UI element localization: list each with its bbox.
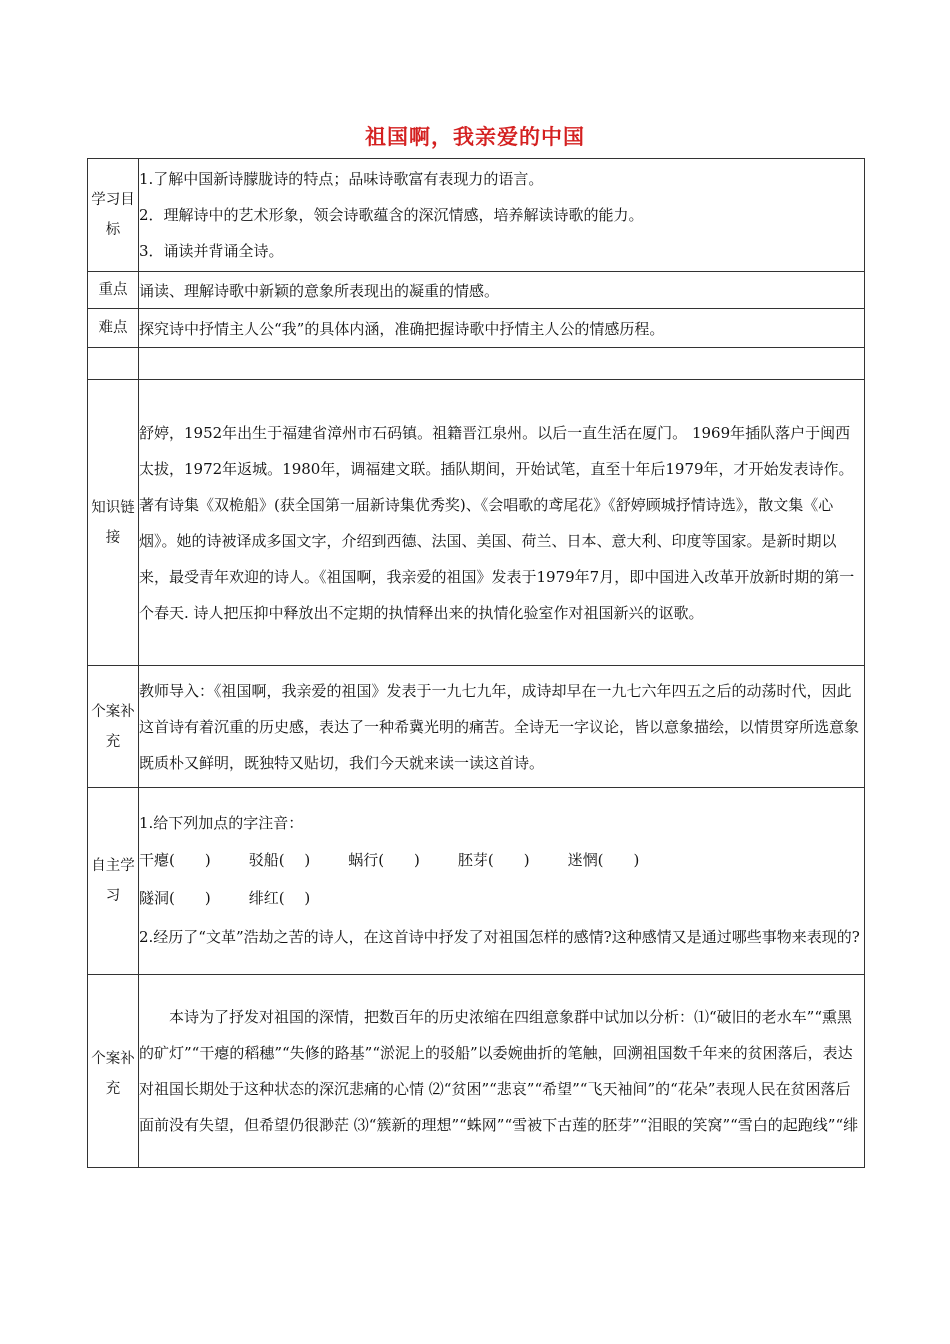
- pinyin-word: 绯红( ): [248, 889, 311, 907]
- goal-item-2: 2．理解诗中的艺术形象，领会诗歌蕴含的深沉情感，培养解读诗歌的能力。: [139, 206, 644, 224]
- knowledge-link-cell: [139, 380, 865, 666]
- pinyin-word: 驳船( ): [248, 851, 311, 869]
- lesson-table: [87, 158, 865, 1168]
- pinyin-word: 干瘪( ): [139, 851, 211, 869]
- self-study-question-2: 2.经历了“文革”浩劫之苦的诗人，在这首诗中抒发了对祖国怎样的感情?这种感情又是通过哪些事物来表现的?: [139, 928, 860, 946]
- row-label-knowledge-link: 知识链接: [88, 380, 139, 666]
- table-row-case-supplement-2: [88, 975, 865, 1168]
- row-label-key-points: 重点: [88, 272, 139, 309]
- table-row-empty: [88, 348, 865, 380]
- goal-item-1: 1.了解中国新诗朦胧诗的特点；品味诗歌富有表现力的语言。: [139, 170, 544, 188]
- empty-label-cell: [88, 348, 139, 380]
- row-label-self-study: 自主学习: [88, 788, 139, 975]
- row-label-difficulties: 难点: [88, 309, 139, 348]
- page-title: 祖国啊，我亲爱的中国: [365, 125, 585, 149]
- pinyin-word: 胚芽( ): [457, 851, 530, 869]
- pinyin-words-line-2: [139, 879, 864, 917]
- table-row-key-points: [88, 272, 865, 309]
- self-study-cell: [139, 788, 865, 975]
- pinyin-word: 隧洞( ): [139, 889, 211, 907]
- self-study-question-1: 1.给下列加点的字注音：: [139, 814, 304, 832]
- goal-item-3: 3．诵读并背诵全诗。: [139, 242, 284, 260]
- table-row-difficulties: [88, 309, 865, 348]
- learning-goals-cell: [139, 159, 865, 272]
- pinyin-words-line-1: [139, 841, 864, 879]
- table-row-self-study: [88, 788, 865, 975]
- empty-content-cell: [139, 348, 865, 380]
- difficulties-text: 探究诗中抒情主人公“我”的具体内涵，准确把握诗歌中抒情主人公的情感历程。: [139, 309, 865, 348]
- pinyin-word: 蜗行( ): [348, 851, 420, 869]
- row-label-learning-goals: 学习目标: [88, 159, 139, 272]
- case-supplement-2-text: 本诗为了抒发对祖国的深情，把数百年的历史浓缩在四组意象群中试加以分析：⑴“破旧的老水车”“熏黑的矿灯”“干瘪的稻穗”“失修的路基”“淤泥上的驳船”以委婉曲折的笔触，回溯祖国数千年来的贫困落后，表达对祖国长期处于这种状态的深沉悲痛的心情 ⑵“贫困”“悲哀”“希望”“飞天袖间”的“花朵”表现人民在贫困落后面前没有失望，但希望仍很渺茫 ⑶“簇新的理想”“蛛网”“雪被下古莲的胚芽”“泪眼的笑窝”“雪白的起跑线”“绯: [139, 1008, 859, 1134]
- knowledge-link-text: 舒婷，1952年出生于福建省漳州市石码镇。祖籍晋江泉州。以后一直生活在厦门。 1969年插队落户于闽西太拔，1972年返城。1980年，调福建文联。插队期间，开始试笔，直至十年后1979年，才开始发表诗作。著有诗集《双桅船》(获全国第一届新诗集优秀奖)、《会唱歌的鸢尾花》《舒婷顾城抒情诗选》，散文集《心烟》。她的诗被译成多国文字，介绍到西德、法国、美国、荷兰、日本、意大利、印度等国家。是新时期以来，最受青年欢迎的诗人。《祖国啊，我亲爱的祖国》发表于1979年7月，即中国进入改革开放新时期的第一个春天. 诗人把压抑中释放出不定期的执情释出来的执情化验室作对祖国新兴的讴歌。: [139, 423, 855, 622]
- case-supplement-1-text: 教师导入：《祖国啊，我亲爱的祖国》发表于一九七九年，成诗却早在一九七六年四五之后的动荡时代，因此这首诗有着沉重的历史感，表达了一种希冀光明的痛苦。全诗无一字议论，皆以意象描绘，以情贯穿所选意象既质朴又鲜明，既独特又贴切，我们今天就来读一读这首诗。: [139, 681, 860, 772]
- pinyin-word: 迷惘( ): [567, 851, 640, 869]
- row-label-case-supplement-2: 个案补充: [88, 975, 139, 1168]
- table-row-knowledge-link: [88, 380, 865, 666]
- row-label-case-supplement-1: 个案补充: [88, 666, 139, 788]
- case-supplement-2-cell: [139, 975, 865, 1168]
- case-supplement-1-cell: [139, 666, 865, 788]
- key-points-text: 诵读、理解诗歌中新颖的意象所表现出的凝重的情感。: [139, 272, 865, 309]
- table-row-case-supplement-1: [88, 666, 865, 788]
- table-row-learning-goals: [88, 159, 865, 272]
